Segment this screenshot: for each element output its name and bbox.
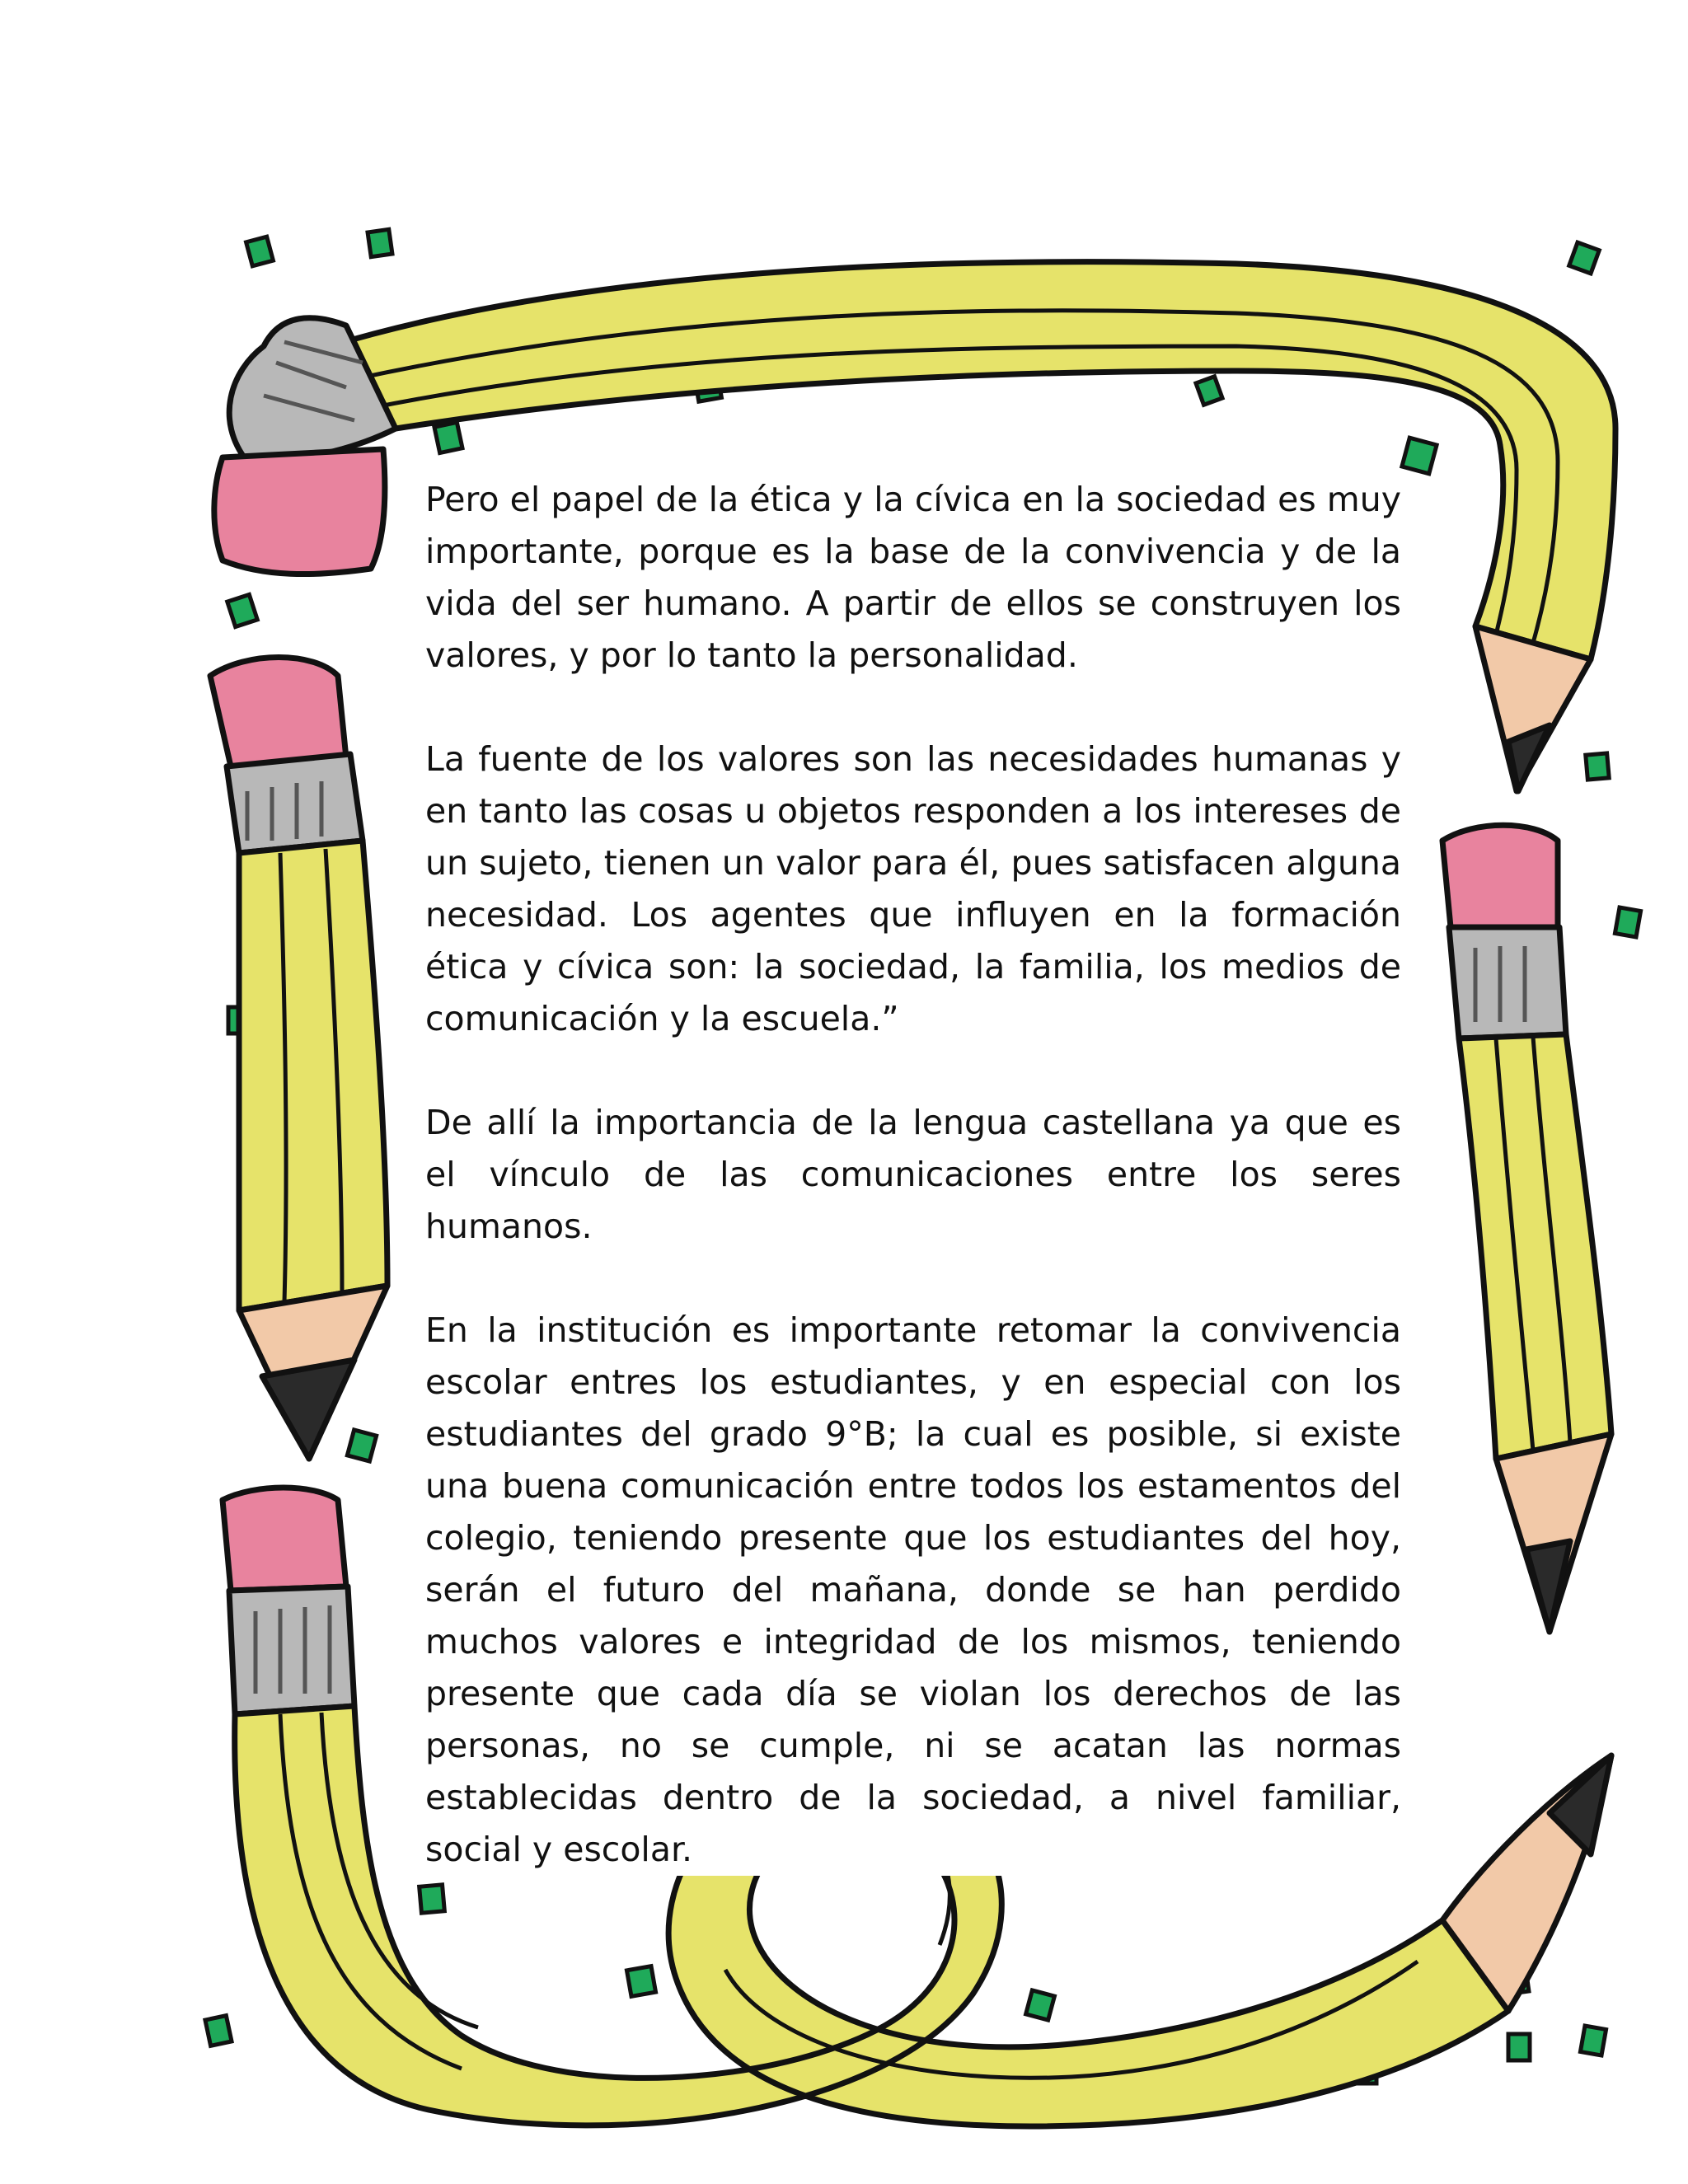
left-upper-pencil	[210, 658, 387, 1460]
paragraph-3: De allí la importancia de la lengua castellana ya que es el vínculo de las comunicaciones entre los seres humanos.	[425, 1103, 1401, 1246]
paragraph-2: La fuente de los valores son las necesidades humanas y en tanto las cosas u objetos responden a los intereses de un sujeto, tienen un valor para él, pues satisfacen alguna necesidad. Los agentes que influyen en la formación ética y cívica son: la sociedad, la familia, los medios de comunicación y la escuela.”	[425, 739, 1401, 1038]
document-body	[425, 474, 1401, 1876]
right-middle-pencil	[1442, 825, 1611, 1632]
paragraph-4: En la institución es importante retomar la convivencia escolar entres los estudiantes, y en especial con los estudiantes del grado 9°B; la cual es posible, si existe una buena comunicación entre todos los estamentos del colegio, teniendo presente que los estudiantes del hoy, serán el futuro del mañana, donde se han perdido muchos valores e integridad de los mismos, teniendo presente que cada día se violan los derechos de las personas, no se cumple, ni se acatan las normas establecidas dentro de la sociedad, a nivel familiar, social y escolar.	[425, 1310, 1401, 1869]
paragraph-1: Pero el papel de la ética y la cívica en la sociedad es muy importante, porque es la base de la convivencia y de la vida del ser humano. A partir de ellos se construyen los valores, y por lo tanto la personalidad.	[425, 480, 1401, 675]
